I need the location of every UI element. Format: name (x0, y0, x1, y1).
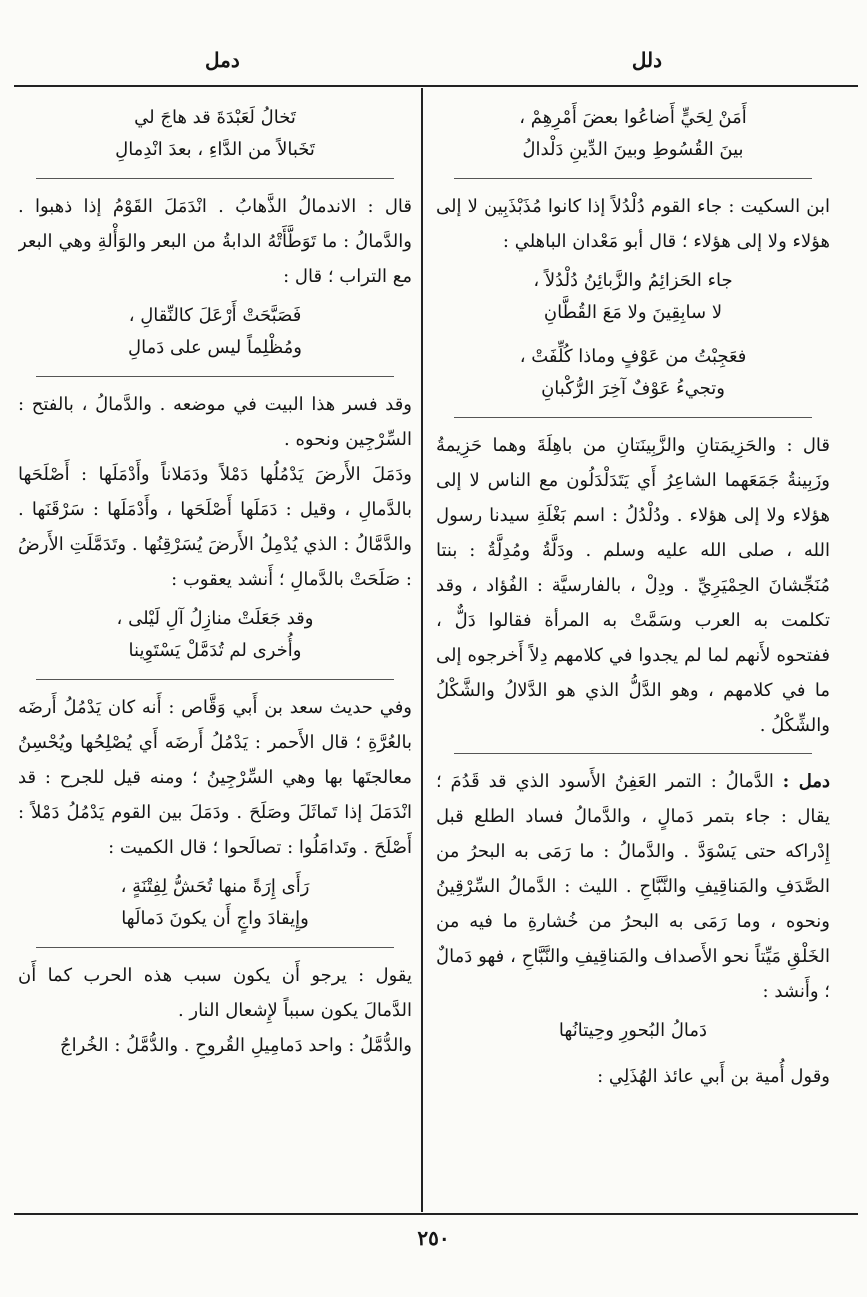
paragraph: قال : والحَزِيمَتانِ والزَّبِينَتانِ من باهِلَةَ وهما حَزِيمةُ وزَبِينةُ جَمَعَهما الشاعِرُ أَي يَتَدَلْدَلُون مع الناس لا إلى هؤلاء ولا إلى هؤلاء . ودُلْدُلُ : اسم بَغْلَةِ سيدنا رسول الله ، صلى الله عليه وسلم . ودَلَّةُ ومُدِلَّةُ : بنتا مُنَجِّشانَ الحِمْيَرِيِّ . ودِلْ ، بالفارسيَّة : الفُؤاد ، وقد تكلمت به العرب وسَمَّتْ به المرأة فقالوا دَلٌّ ، ففتحوه لأَنهم لما لم يجدوا في كلامهم دِلاً أَخرجوه إلى ما في كلامهم ، وهو الدَّلُّ الذي هو الدَّلالُ والشَّكْلُ والشِّكْلُ . (436, 435, 830, 736)
verse (18, 300, 412, 364)
hemistich: ومُظْلِماً ليس على دَمالِ (128, 337, 302, 358)
hemistich: دَمالُ البُحورِ وحِيتانُها (558, 1020, 708, 1041)
hemistich: فعَجِبْتُ من عَوْفٍ وماذا كُلِّفَتْ ، (519, 346, 747, 367)
verse (18, 603, 412, 667)
section-divider (36, 376, 394, 377)
hemistich: وإِيقادَ واجٍ أَن يكونَ دَمالَها (121, 908, 309, 929)
verse (436, 1015, 830, 1047)
top-rule (14, 85, 858, 87)
paragraph: وقول أُمية بن أَبي عائذ الهُذَلِي : (597, 1066, 830, 1087)
verse (436, 102, 830, 166)
hemistich: تَخالُ لَعَبْدَةَ قد هاجَ لي (134, 107, 296, 128)
column-divider (421, 88, 423, 1212)
running-head-right: دلل (631, 48, 662, 72)
entry-paragraph (436, 764, 830, 1009)
running-head-left: دمل (205, 48, 240, 72)
paragraph: وقد فسر هذا البيت في موضعه . والدَّمالُ ، بالفتح : السِّرْجِين ونحوه . (18, 394, 412, 450)
verse (18, 871, 412, 935)
hemistich: أَمَنْ لِحَيٍّ أَضاعُوا بعضَ أَمْرِهِمْ ، (519, 107, 747, 128)
hemistich: جاء الحَزائِمُ والزَّبائِنُ دُلْدُلاً ، (533, 270, 733, 291)
paragraph: يقول : يرجو أَن يكون سبب هذه الحرب كما أَن الدَّمالَ يكون سبباً لإِشعال النار . (18, 965, 412, 1021)
section-divider (454, 178, 812, 179)
page-number: ٢٥٠ (417, 1226, 450, 1250)
section-divider (454, 417, 812, 418)
entry-text: الدَّمالُ : التمر العَفِنُ الأَسود الذي قد قَدُمَ ؛ يقال : جاء بتمر دَمالٍ ، والدَّمالُ فساد الطلع قبل إِدْراكه حتى يَسْوَدَّ . والدَّمالُ : ما رَمَى به البحرُ من الصَّدَفِ والمَناقِيفِ والنَّبَّاحِ . الليث : الدَّمالُ السِّرْقِينُ ونحوه ، وما رَمَى به البحرُ من خُشارةِ ما فيه من الخَلْقِ مَيِّتاً نحو الأَصداف والمَناقِيفِ والنَّبَّاحِ ، فهو دَمالٌ ؛ وأَنشد : (436, 771, 830, 1002)
hemistich: رَأَى إِرَةً منها تُحَشُّ لِفِتْنَةٍ ، (120, 876, 310, 897)
paragraph: ودَمَلَ الأَرضَ يَدْمُلُها دَمْلاً ودَمَلاناً وأَدْمَلَها : أَصْلَحَها بالدَّمالِ ، وقيل : دَمَلَها أَصْلَحَها ، وأَدْمَلَها : سَرْقَنَها . والدَّمَّالُ : الذي يُدْمِلُ الأَرضَ يُسَرْقِنُها . وتَدَمَّلَتِ الأَرضُ : صَلَحَتْ بالدَّمالِ ؛ أَنشد يعقوب : (18, 464, 412, 590)
page-header (0, 38, 867, 78)
paragraph: والدُّمَّلُ : واحد دَمامِيلِ القُروحِ . والدُّمَّلُ : الخُراجُ (59, 1035, 412, 1056)
right-column (436, 96, 830, 1208)
section-divider (36, 947, 394, 948)
hemistich: فَصَبَّحَتْ أَرْعَلَ كالنِّقالِ ، (128, 305, 302, 326)
left-column (18, 96, 412, 1208)
verse (436, 265, 830, 329)
section-divider (454, 753, 812, 754)
hemistich: وقد جَعَلَتْ منازِلُ آلِ لَيْلى ، (116, 608, 314, 629)
bottom-rule (14, 1213, 858, 1215)
section-divider (36, 679, 394, 680)
section-divider (36, 178, 394, 179)
verse (436, 341, 830, 405)
verse (18, 102, 412, 166)
hemistich: بينَ القُسُوطِ وبينَ الدِّينِ دَلْدالُ (522, 139, 744, 160)
paragraph: ابن السكيت : جاء القوم دُلْدُلاً إذا كانوا مُذَبْذَبِين لا إلى هؤلاء ولا إلى هؤلاء ؛ قال أبو مَعْدان الباهلي : (436, 196, 830, 252)
hemistich: وأُخرى لم تُدَمَّلْ يَسْتَوِينا (128, 640, 302, 661)
hemistich: تَخَبالاً من الدَّاءِ ، بعدَ انْدِمالِ (115, 139, 315, 160)
paragraph: قال : الاندمالُ الذَّهابُ . انْدَمَلَ القَوْمُ إذا ذهبوا . والدَّمالُ : ما تَوَطَّأَتْهُ الدابةُ من البعر والوَأْلةِ وهي البعر مع التراب ؛ قال : (18, 196, 412, 287)
hemistich: وتجيءُ عَوْفٌ آخِرَ الرُّكْبانِ (541, 378, 725, 399)
entry-headword: دمل : (782, 771, 830, 792)
paragraph: وفي حديث سعد بن أَبي وَقَّاص : أَنه كان يَدْمُلُ أَرضَه بالعُرَّةِ ؛ قال الأَحمر : يَدْمُلُ أَرضَه أَي يُصْلِحُها ويُحْسِنُ معالجتَها بها وهي السِّرْجِينُ ؛ ومنه قيل للجرح : قد انْدَمَلَ إذا تَماثَلَ وصَلَحَ . ودَمَلَ بين القوم يَدْمُلُ دَمْلاً : أَصْلَحَ . وتَدامَلُوا : تصالَحوا ؛ قال الكميت : (18, 697, 412, 858)
hemistich: لا سابِقِينَ ولا مَعَ القُطَّانِ (543, 302, 723, 323)
